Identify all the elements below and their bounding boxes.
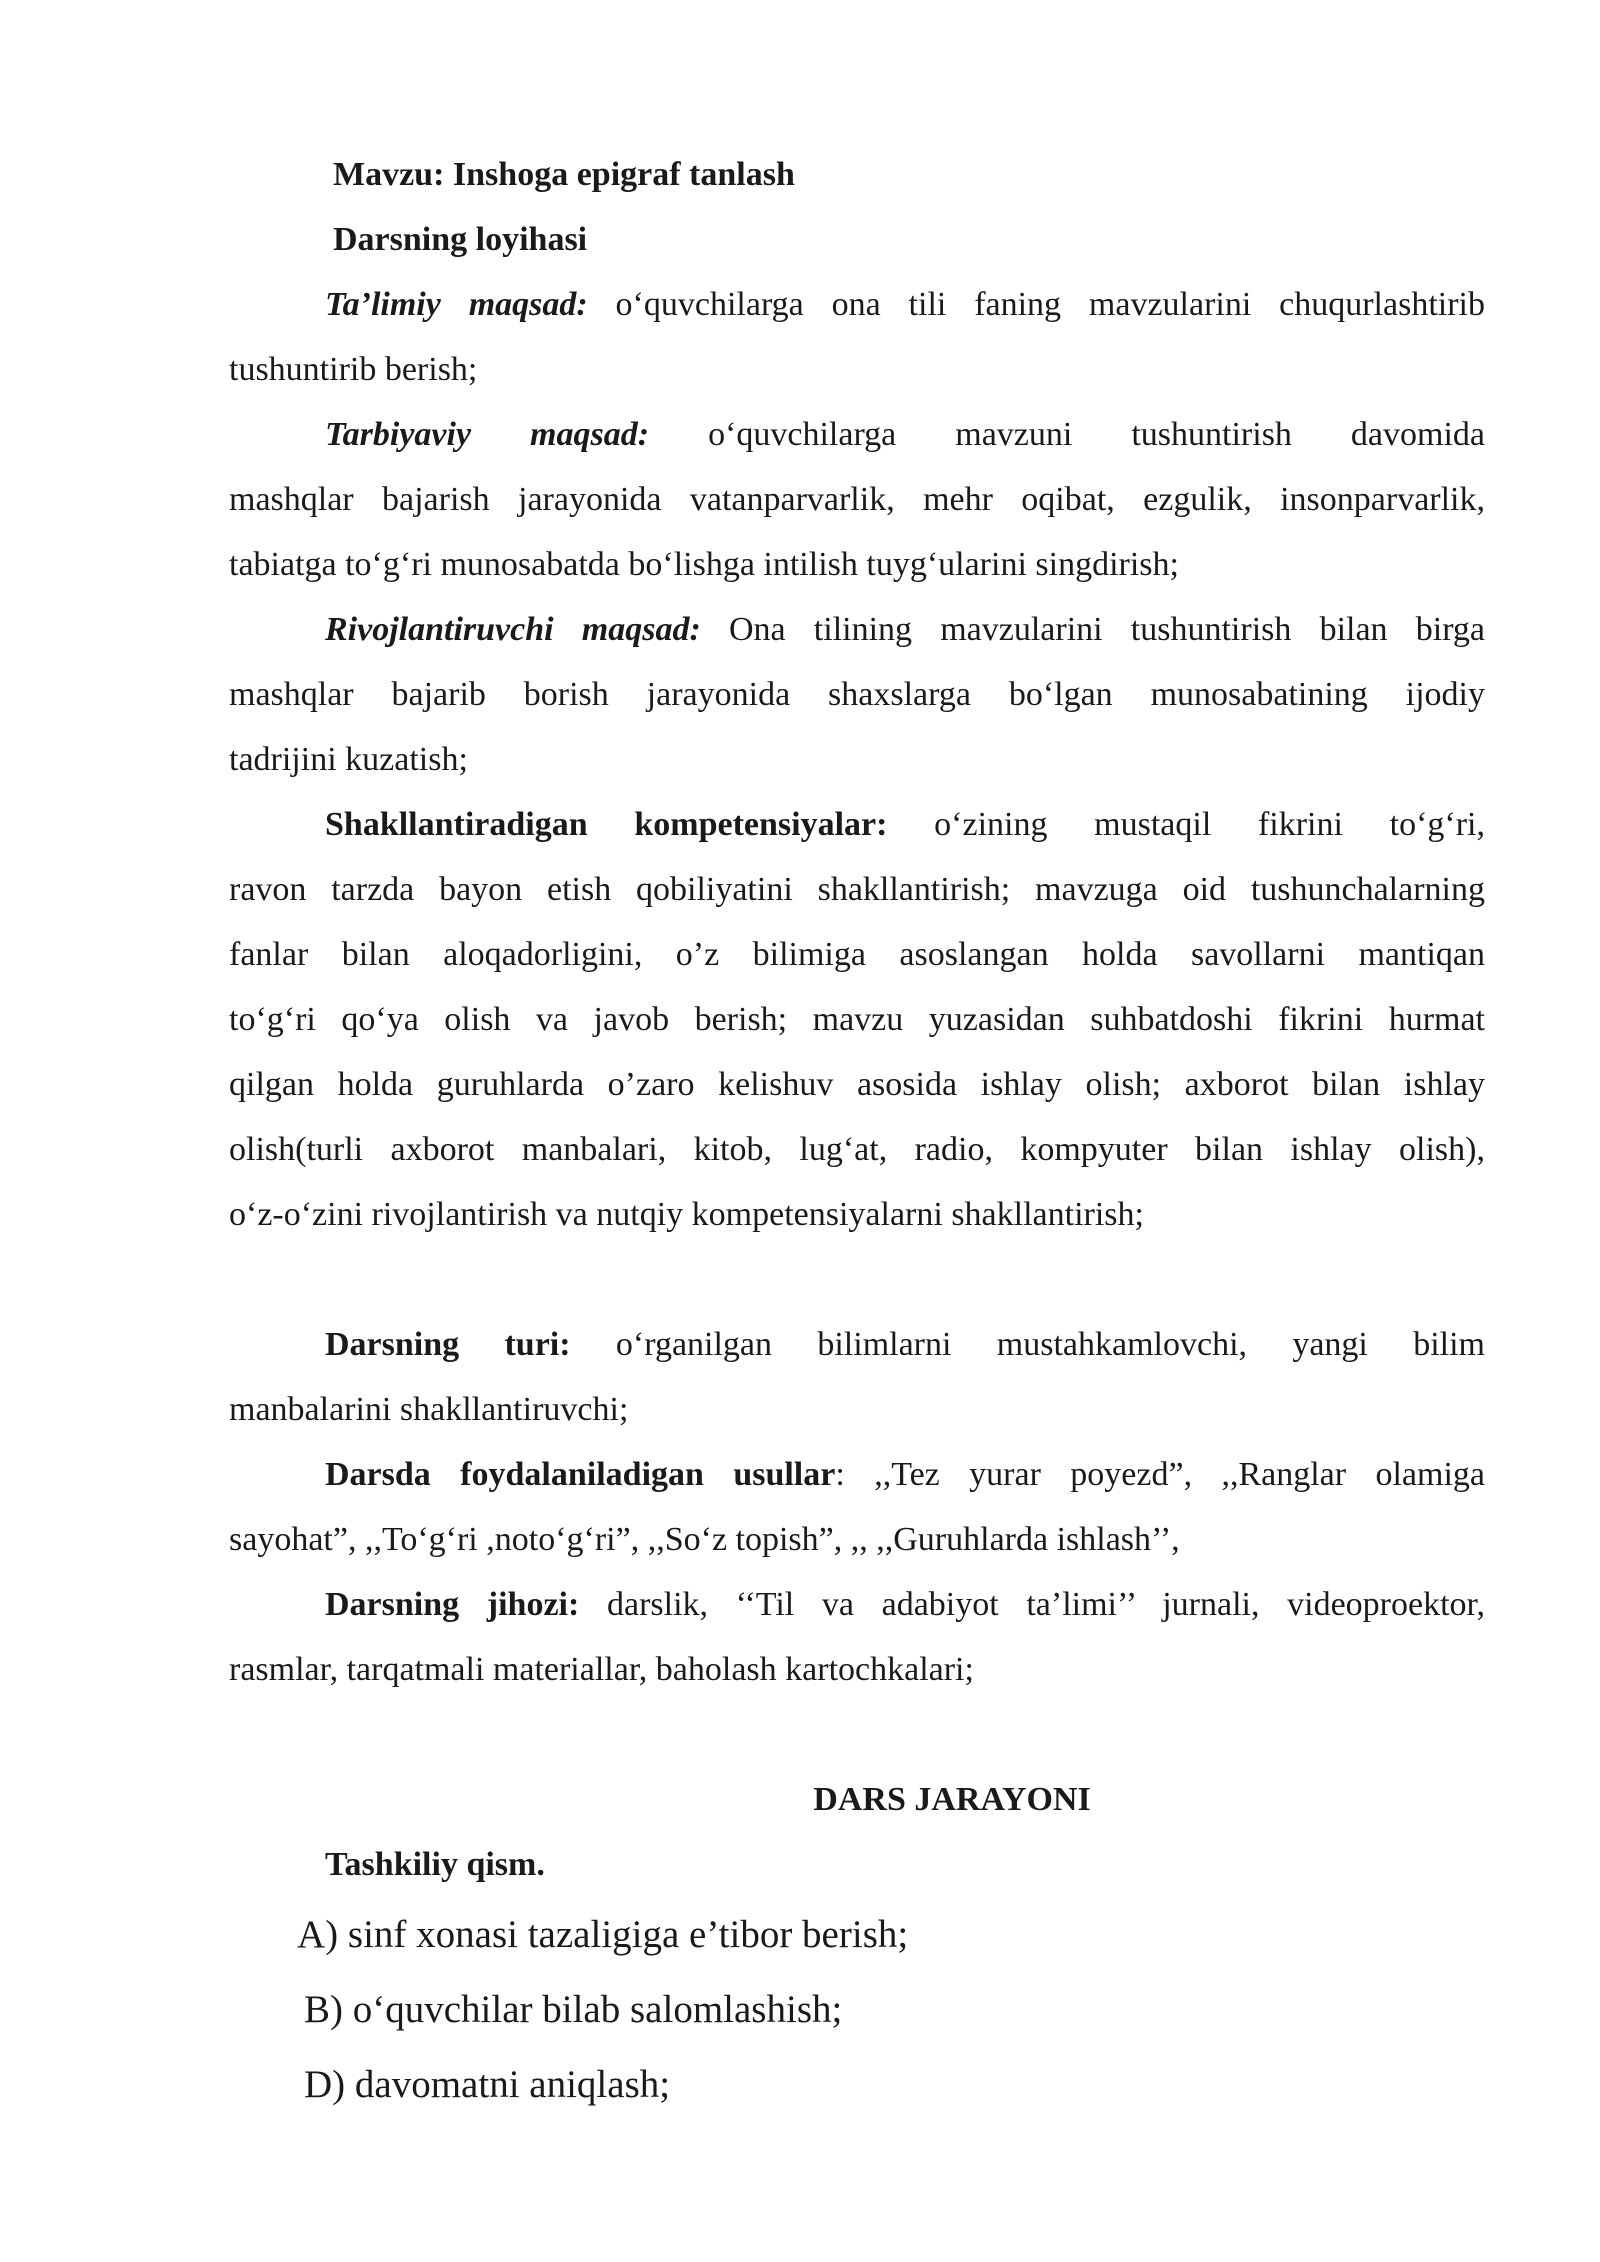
paragraph-line <box>229 597 1485 662</box>
paragraph-line: o‘z-o‘zini rivojlantirish va nutqiy kompetensiyalarni shakllantirish; <box>229 1196 1144 1233</box>
list-item: D) davomatni aniqlash; <box>304 2063 671 2106</box>
process-list <box>229 1897 1485 2122</box>
competencies-label: Shakllantiradigan kompetensiyalar: <box>325 806 888 843</box>
goal-text: o‘quvchilarga ona tili faning mavzularini chuqurlashtirib <box>587 286 1485 323</box>
paragraph-line <box>229 402 1485 467</box>
paragraph-line: tushuntirib berish; <box>229 351 478 388</box>
paragraph-line: to‘g‘ri qo‘ya olish va javob berish; mavzu yuzasidan suhbatdoshi fikrini hurmat <box>229 1001 1485 1038</box>
paragraph-line <box>229 792 1485 857</box>
paragraph-line <box>229 1572 1485 1637</box>
methods-section <box>229 1442 1485 1572</box>
equipment-section <box>229 1572 1485 1702</box>
paragraph-line: tabiatga to‘g‘ri munosabatda bo‘lishga intilish tuyg‘ularini singdirish; <box>229 546 1179 583</box>
list-item: B) o‘quvchilar bilab salomlashish; <box>304 1988 843 2031</box>
goal-label: Rivojlantiruvchi maqsad: <box>325 611 701 648</box>
goal-label: Tarbiyaviy maqsad: <box>325 416 650 453</box>
equipment-label: Darsning jihozi: <box>325 1586 580 1623</box>
paragraph-line: rasmlar, tarqatmali materiallar, baholash kartochkalari; <box>229 1651 974 1688</box>
lesson-type-section <box>229 1312 1485 1442</box>
competencies-text: o‘zining mustaqil fikrini to‘g‘ri, <box>887 806 1485 843</box>
lesson-type-label: Darsning turi: <box>325 1326 571 1363</box>
paragraph-line: mashqlar bajarish jarayonida vatanparvarlik, mehr oqibat, ezgulik, insonparvarlik, <box>229 481 1485 518</box>
plan-heading: Darsning loyihasi <box>333 221 588 258</box>
paragraph-line: ravon tarzda bayon etish qobiliyatini shakllantirish; mavzuga oid tushunchalarning <box>229 871 1485 908</box>
paragraph-line <box>229 1312 1485 1377</box>
paragraph-line: sayohat”, ,,To‘g‘ri ,noto‘g‘ri”, ,,So‘z topish”, ,, ,,Guruhlarda ishlash’’, <box>229 1521 1180 1558</box>
list-item: A) sinf xonasi tazaligiga e’tibor berish; <box>297 1913 909 1956</box>
upbringing-goal <box>229 402 1485 597</box>
topic-line: Mavzu: Inshoga epigraf tanlash <box>333 156 795 193</box>
paragraph-line: tadrijini kuzatish; <box>229 741 468 778</box>
paragraph-line <box>229 1442 1485 1507</box>
goal-text: o‘quvchilarga mavzuni tushuntirish davomida <box>649 416 1486 453</box>
equipment-text: darslik, ‘‘Til va adabiyot ta’limi’’ jurnali, videoproektor, <box>579 1586 1485 1623</box>
competencies-section <box>229 792 1485 1247</box>
goal-text: Ona tilining mavzularini tushuntirish bilan birga <box>700 611 1485 648</box>
paragraph-line: manbalarini shakllantiruvchi; <box>229 1391 629 1428</box>
educational-goal <box>229 272 1485 402</box>
methods-text: : ,,Tez yurar poyezd”, ,,Ranglar olamiga <box>835 1456 1486 1493</box>
lesson-type-text: o‘rganilgan bilimlarni mustahkamlovchi, yangi bilim <box>570 1326 1485 1363</box>
paragraph-line: olish(turli axborot manbalari, kitob, lug‘at, radio, kompyuter bilan ishlay olish), <box>229 1131 1485 1168</box>
blank-line <box>229 1702 1485 1767</box>
blank-line <box>229 1247 1485 1312</box>
paragraph-line: fanlar bilan aloqadorligini, o’z bilimiga asoslangan holda savollarni mantiqan <box>229 936 1485 973</box>
paragraph-line <box>229 272 1485 337</box>
paragraph-line: mashqlar bajarib borish jarayonida shaxslarga bo‘lgan munosabatining ijodiy <box>229 676 1485 713</box>
developmental-goal <box>229 597 1485 792</box>
methods-label: Darsda foydalaniladigan usullar <box>325 1456 836 1493</box>
paragraph-line: qilgan holda guruhlarda o’zaro kelishuv asosida ishlay olish; axborot bilan ishlay <box>229 1066 1485 1103</box>
process-heading: DARS JARAYONI <box>813 1781 1091 1818</box>
section-heading: Tashkiliy qism. <box>325 1846 545 1883</box>
document-body <box>229 142 1485 2122</box>
goal-label: Ta’limiy maqsad: <box>325 286 588 323</box>
